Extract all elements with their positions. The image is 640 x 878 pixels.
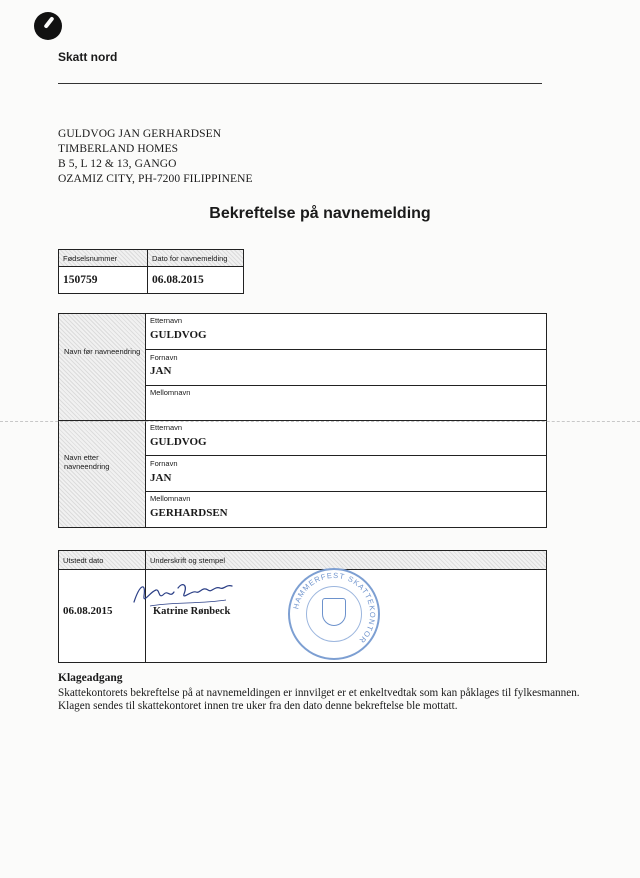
address-line: TIMBERLAND HOMES <box>58 143 179 155</box>
divider <box>145 455 546 456</box>
issued-date-label: Utstedt dato <box>63 556 104 565</box>
appeal-heading: Klageadgang <box>58 672 123 684</box>
appeal-body: Skattekontorets bekreftelse på at navnemeldingen er innvilget er et enkeltvedtak som kan påklages til fylkesmannen. Klagen sendes til skattekontoret innen tre uker fra den dato denne bekreftelse ble mottatt. <box>58 687 580 712</box>
firstname-value: JAN <box>150 365 172 377</box>
svg-text:HAMMERFEST SKATTEKONTOR <box>291 571 377 645</box>
stamp-text: HAMMERFEST SKATTEKONTOR <box>291 570 378 646</box>
address-line: GULDVOG JAN GERHARDSEN <box>58 128 222 140</box>
firstname-label: Fornavn <box>150 459 178 468</box>
handwritten-signature <box>130 578 240 610</box>
stamp-text-ring <box>288 568 380 660</box>
header-divider <box>58 83 542 84</box>
divider <box>145 491 546 492</box>
surname-label: Etternavn <box>150 423 183 432</box>
birth-number-label: Fødselsnummer <box>63 254 118 263</box>
middlename-label: Mellomnavn <box>150 494 191 503</box>
paper-fold-line <box>0 421 640 422</box>
middlename-label: Mellomnavn <box>150 388 191 397</box>
firstname-value: JAN <box>150 472 172 484</box>
id-box <box>58 249 244 294</box>
notification-date-label: Dato for navnemelding <box>152 254 228 263</box>
before-section-label: Navn før navneendring <box>64 347 141 356</box>
middlename-value: GERHARDSEN <box>150 507 228 519</box>
firstname-label: Fornavn <box>150 353 178 362</box>
issued-date-value: 06.08.2015 <box>63 605 113 617</box>
issue-box-header <box>59 551 546 569</box>
org-name: Skatt nord <box>58 50 118 64</box>
surname-value: GULDVOG <box>150 329 207 341</box>
address-line: OZAMIZ CITY, PH-7200 FILIPPINENE <box>58 173 253 185</box>
surname-label: Etternavn <box>150 316 183 325</box>
recipient-address <box>58 127 253 187</box>
divider <box>147 250 148 293</box>
divider <box>145 349 546 350</box>
divider <box>145 385 546 386</box>
address-line: B 5, L 12 & 13, GANGO <box>58 158 177 170</box>
signer-name: Katrine Rønbeck <box>153 606 231 617</box>
birth-number-value: 150759 <box>63 274 98 286</box>
page-title: Bekreftelse på navnemelding <box>209 205 431 222</box>
after-section-label: Navn etter navneendring <box>64 453 110 471</box>
surname-value: GULDVOG <box>150 436 207 448</box>
skatteetaten-logo-icon <box>34 12 62 40</box>
signature-label: Underskrift og stempel <box>150 556 226 565</box>
divider <box>59 266 243 267</box>
notification-date-value: 06.08.2015 <box>152 274 204 286</box>
